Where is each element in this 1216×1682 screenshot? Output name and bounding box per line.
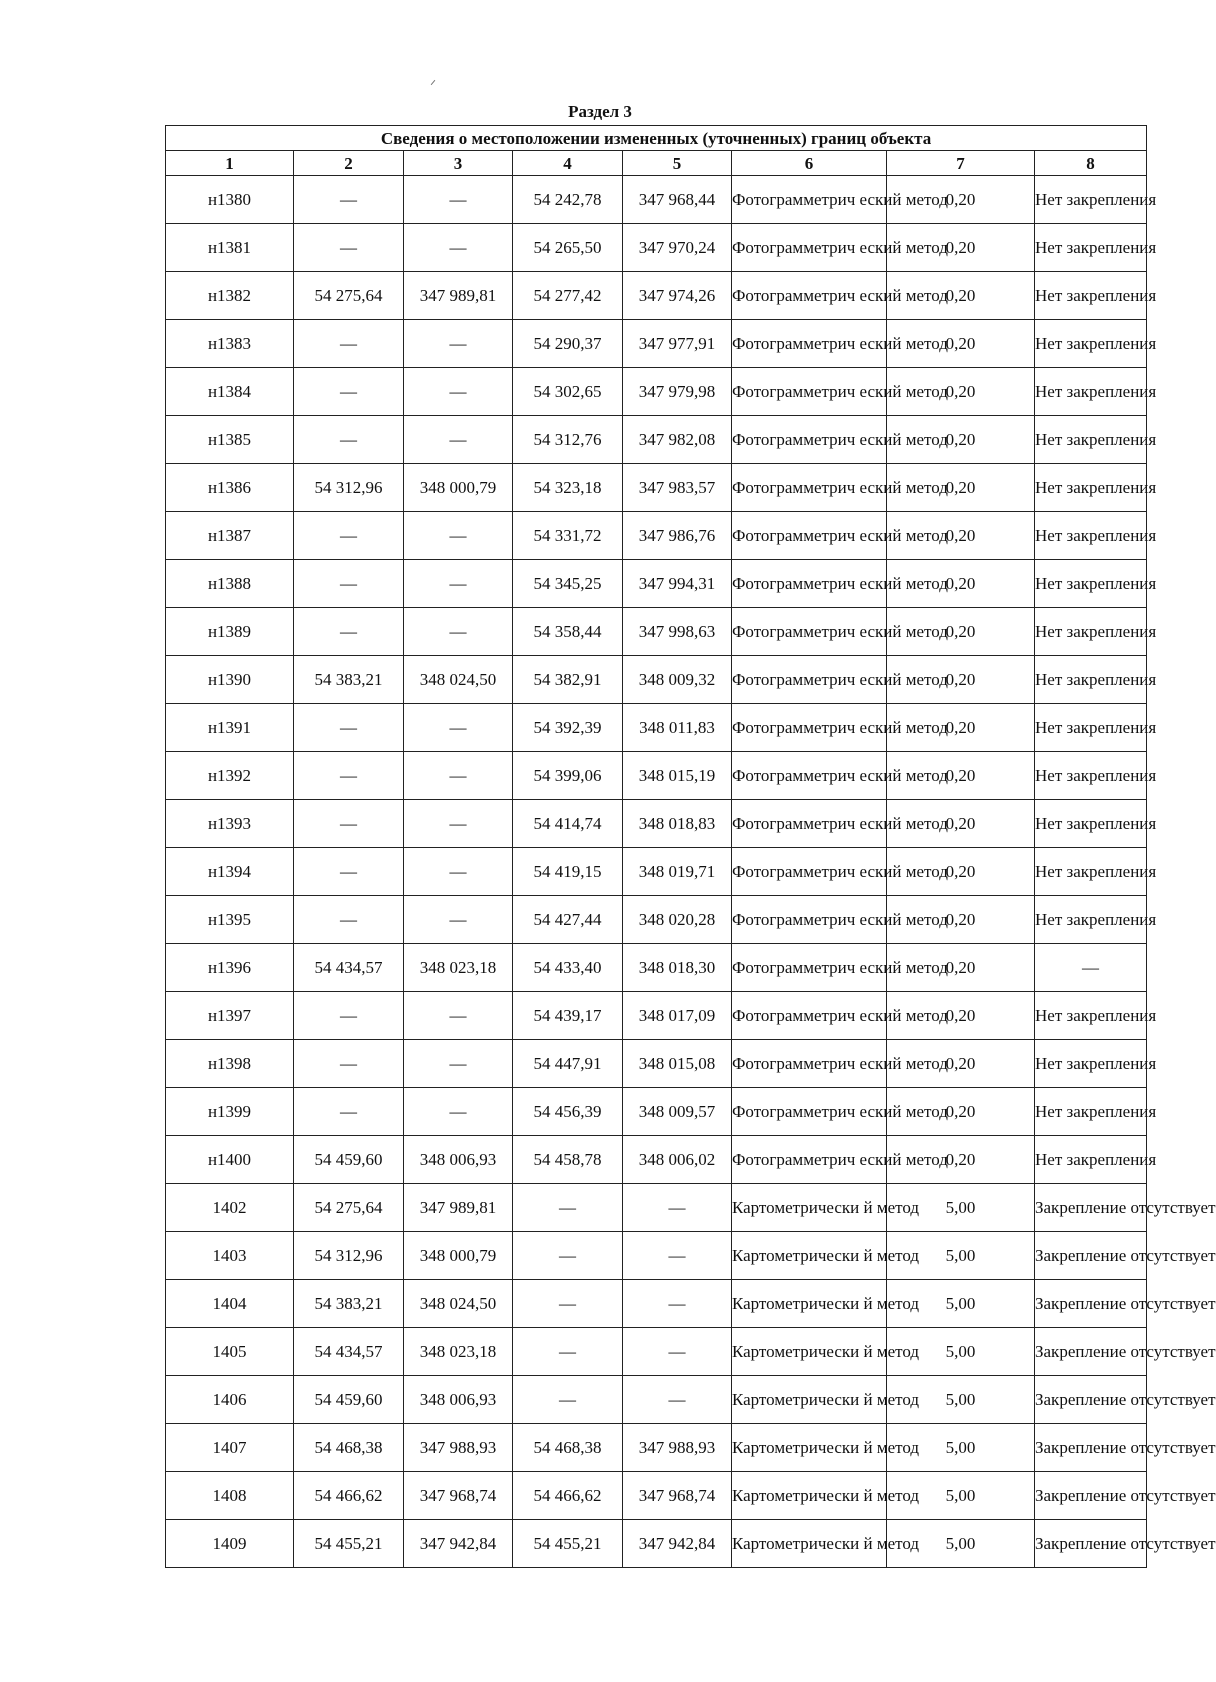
accuracy: 0,20 <box>887 368 1035 416</box>
point-number: н1390 <box>166 656 294 704</box>
new-x: 54 419,15 <box>513 848 623 896</box>
existing-x: — <box>294 800 404 848</box>
existing-x: — <box>294 368 404 416</box>
point-number: н1383 <box>166 320 294 368</box>
existing-y: 347 989,81 <box>404 272 513 320</box>
existing-y: 348 006,93 <box>404 1136 513 1184</box>
column-number: 5 <box>623 151 732 176</box>
accuracy: 5,00 <box>887 1472 1035 1520</box>
existing-y: 348 023,18 <box>404 944 513 992</box>
new-x: 54 242,78 <box>513 176 623 224</box>
table-body <box>166 126 1216 1568</box>
determination-method: Картометрически й метод <box>732 1424 887 1472</box>
existing-y: — <box>404 416 513 464</box>
column-number: 1 <box>166 151 294 176</box>
new-y: 348 020,28 <box>623 896 732 944</box>
table-row <box>166 656 1147 704</box>
column-number: 2 <box>294 151 404 176</box>
point-number: 1406 <box>166 1376 294 1424</box>
fixing-description: Нет закрепления <box>1035 848 1147 896</box>
existing-y: — <box>404 704 513 752</box>
determination-method: Картометрически й метод <box>732 1232 887 1280</box>
existing-x: 54 434,57 <box>294 1328 404 1376</box>
new-y: 347 942,84 <box>623 1520 732 1568</box>
existing-x: 54 459,60 <box>294 1136 404 1184</box>
existing-y: 348 024,50 <box>404 656 513 704</box>
new-x: 54 331,72 <box>513 512 623 560</box>
table-row <box>166 1472 1147 1520</box>
point-number: н1385 <box>166 416 294 464</box>
accuracy: 0,20 <box>887 512 1035 560</box>
new-y: 348 015,19 <box>623 752 732 800</box>
determination-method: Картометрически й метод <box>732 1280 887 1328</box>
table-row <box>166 320 1147 368</box>
accuracy: 0,20 <box>887 560 1035 608</box>
fixing-description: Закрепление отсутствует <box>1035 1424 1147 1472</box>
accuracy: 0,20 <box>887 752 1035 800</box>
point-number: 1408 <box>166 1472 294 1520</box>
determination-method: Фотограмметрич еский метод <box>732 992 887 1040</box>
new-y: 347 998,63 <box>623 608 732 656</box>
new-x: 54 458,78 <box>513 1136 623 1184</box>
table-row <box>166 1520 1147 1568</box>
existing-y: — <box>404 896 513 944</box>
table-caption: Сведения о местоположении измененных (уточненных) границ объекта <box>166 126 1147 151</box>
determination-method: Фотограмметрич еский метод <box>732 896 887 944</box>
existing-y: 348 000,79 <box>404 464 513 512</box>
table-row <box>166 1280 1147 1328</box>
accuracy: 0,20 <box>887 896 1035 944</box>
fixing-description: Нет закрепления <box>1035 224 1147 272</box>
existing-y: — <box>404 512 513 560</box>
existing-y: 348 024,50 <box>404 1280 513 1328</box>
point-number: 1402 <box>166 1184 294 1232</box>
new-y: — <box>623 1376 732 1424</box>
fixing-description: Нет закрепления <box>1035 1136 1147 1184</box>
point-number: н1399 <box>166 1088 294 1136</box>
fixing-description: Закрепление отсутствует <box>1035 1328 1147 1376</box>
existing-x: 54 459,60 <box>294 1376 404 1424</box>
table-row <box>166 1088 1147 1136</box>
existing-y: 347 942,84 <box>404 1520 513 1568</box>
existing-y: — <box>404 1088 513 1136</box>
new-y: 348 006,02 <box>623 1136 732 1184</box>
table-row <box>166 464 1147 512</box>
existing-x: 54 275,64 <box>294 1184 404 1232</box>
new-y: 347 977,91 <box>623 320 732 368</box>
determination-method: Картометрически й метод <box>732 1328 887 1376</box>
determination-method: Картометрически й метод <box>732 1376 887 1424</box>
new-y: 347 974,26 <box>623 272 732 320</box>
accuracy: 0,20 <box>887 1088 1035 1136</box>
point-number: 1409 <box>166 1520 294 1568</box>
new-x: 54 427,44 <box>513 896 623 944</box>
new-y: — <box>623 1280 732 1328</box>
point-number: н1389 <box>166 608 294 656</box>
fixing-description: Нет закрепления <box>1035 368 1147 416</box>
point-number: н1380 <box>166 176 294 224</box>
new-x: — <box>513 1232 623 1280</box>
table-row <box>166 272 1147 320</box>
existing-y: 347 988,93 <box>404 1424 513 1472</box>
existing-y: — <box>404 224 513 272</box>
column-number-row <box>166 151 1147 176</box>
table-row <box>166 608 1147 656</box>
new-x: — <box>513 1376 623 1424</box>
fixing-description: Закрепление отсутствует <box>1035 1280 1147 1328</box>
fixing-description: Нет закрепления <box>1035 416 1147 464</box>
point-number: н1382 <box>166 272 294 320</box>
table-row <box>166 368 1147 416</box>
new-x: 54 414,74 <box>513 800 623 848</box>
new-y: 347 968,44 <box>623 176 732 224</box>
existing-y: — <box>404 368 513 416</box>
new-x: — <box>513 1184 623 1232</box>
new-y: 347 986,76 <box>623 512 732 560</box>
determination-method: Фотограмметрич еский метод <box>732 1136 887 1184</box>
accuracy: 5,00 <box>887 1520 1035 1568</box>
accuracy: 0,20 <box>887 464 1035 512</box>
determination-method: Фотограмметрич еский метод <box>732 1040 887 1088</box>
new-x: 54 433,40 <box>513 944 623 992</box>
table-row <box>166 1040 1147 1088</box>
existing-y: 348 000,79 <box>404 1232 513 1280</box>
existing-x: — <box>294 416 404 464</box>
new-y: 348 019,71 <box>623 848 732 896</box>
new-y: 347 983,57 <box>623 464 732 512</box>
determination-method: Фотограмметрич еский метод <box>732 368 887 416</box>
new-y: 348 015,08 <box>623 1040 732 1088</box>
new-x: 54 456,39 <box>513 1088 623 1136</box>
column-number: 3 <box>404 151 513 176</box>
accuracy: 0,20 <box>887 224 1035 272</box>
existing-x: — <box>294 1040 404 1088</box>
table-row <box>166 1184 1147 1232</box>
accuracy: 0,20 <box>887 608 1035 656</box>
existing-x: — <box>294 848 404 896</box>
point-number: 1404 <box>166 1280 294 1328</box>
table-row <box>166 224 1147 272</box>
fixing-description: Закрепление отсутствует <box>1035 1520 1147 1568</box>
accuracy: 5,00 <box>887 1280 1035 1328</box>
new-y: — <box>623 1184 732 1232</box>
existing-y: — <box>404 608 513 656</box>
fixing-description: Нет закрепления <box>1035 992 1147 1040</box>
existing-y: 348 006,93 <box>404 1376 513 1424</box>
column-number: 4 <box>513 151 623 176</box>
existing-y: — <box>404 992 513 1040</box>
fixing-description: Нет закрепления <box>1035 1088 1147 1136</box>
accuracy: 0,20 <box>887 656 1035 704</box>
existing-x: — <box>294 992 404 1040</box>
determination-method: Фотограмметрич еский метод <box>732 320 887 368</box>
table-row <box>166 1328 1147 1376</box>
point-number: н1400 <box>166 1136 294 1184</box>
determination-method: Фотограмметрич еский метод <box>732 704 887 752</box>
existing-x: — <box>294 176 404 224</box>
new-x: 54 265,50 <box>513 224 623 272</box>
accuracy: 0,20 <box>887 992 1035 1040</box>
existing-x: — <box>294 704 404 752</box>
fixing-description: Закрепление отсутствует <box>1035 1472 1147 1520</box>
existing-x: 54 312,96 <box>294 464 404 512</box>
fixing-description: Закрепление отсутствует <box>1035 1232 1147 1280</box>
accuracy: 5,00 <box>887 1232 1035 1280</box>
new-y: 347 979,98 <box>623 368 732 416</box>
fixing-description: Нет закрепления <box>1035 176 1147 224</box>
existing-x: 54 312,96 <box>294 1232 404 1280</box>
new-y: 348 009,57 <box>623 1088 732 1136</box>
point-number: н1392 <box>166 752 294 800</box>
fixing-description: Нет закрепления <box>1035 608 1147 656</box>
existing-x: 54 466,62 <box>294 1472 404 1520</box>
table-row <box>166 1136 1147 1184</box>
accuracy: 5,00 <box>887 1424 1035 1472</box>
new-y: 347 994,31 <box>623 560 732 608</box>
existing-y: 348 023,18 <box>404 1328 513 1376</box>
fixing-description: Нет закрепления <box>1035 896 1147 944</box>
existing-x: 54 455,21 <box>294 1520 404 1568</box>
accuracy: 5,00 <box>887 1184 1035 1232</box>
new-x: 54 399,06 <box>513 752 623 800</box>
existing-x: — <box>294 896 404 944</box>
existing-y: 347 968,74 <box>404 1472 513 1520</box>
existing-y: — <box>404 800 513 848</box>
determination-method: Фотограмметрич еский метод <box>732 752 887 800</box>
existing-x: — <box>294 1088 404 1136</box>
column-number: 6 <box>732 151 887 176</box>
new-y: 348 018,83 <box>623 800 732 848</box>
existing-y: — <box>404 848 513 896</box>
new-x: 54 466,62 <box>513 1472 623 1520</box>
new-y: 348 009,32 <box>623 656 732 704</box>
new-x: 54 382,91 <box>513 656 623 704</box>
new-x: 54 312,76 <box>513 416 623 464</box>
existing-x: — <box>294 224 404 272</box>
table-row <box>166 800 1147 848</box>
existing-x: — <box>294 608 404 656</box>
table-row <box>166 752 1147 800</box>
determination-method: Фотограмметрич еский метод <box>732 944 887 992</box>
point-number: н1387 <box>166 512 294 560</box>
new-x: 54 447,91 <box>513 1040 623 1088</box>
point-number: н1396 <box>166 944 294 992</box>
new-y: 348 011,83 <box>623 704 732 752</box>
fixing-description: Нет закрепления <box>1035 512 1147 560</box>
determination-method: Фотограмметрич еский метод <box>732 848 887 896</box>
accuracy: 0,20 <box>887 800 1035 848</box>
new-x: 54 439,17 <box>513 992 623 1040</box>
accuracy: 0,20 <box>887 1136 1035 1184</box>
determination-method: Картометрически й метод <box>732 1472 887 1520</box>
determination-method: Фотограмметрич еский метод <box>732 608 887 656</box>
determination-method: Картометрически й метод <box>732 1184 887 1232</box>
table-row <box>166 896 1147 944</box>
new-y: 347 988,93 <box>623 1424 732 1472</box>
fixing-description: Нет закрепления <box>1035 464 1147 512</box>
accuracy: 5,00 <box>887 1376 1035 1424</box>
fixing-description: Нет закрепления <box>1035 272 1147 320</box>
table-row <box>166 848 1147 896</box>
table-caption-row <box>166 126 1147 151</box>
table-row <box>166 560 1147 608</box>
existing-x: — <box>294 752 404 800</box>
table-row <box>166 416 1147 464</box>
accuracy: 0,20 <box>887 320 1035 368</box>
determination-method: Картометрически й метод <box>732 1520 887 1568</box>
accuracy: 5,00 <box>887 1328 1035 1376</box>
table-row <box>166 992 1147 1040</box>
point-number: н1381 <box>166 224 294 272</box>
section-title: Раздел 3 <box>568 102 632 121</box>
determination-method: Фотограмметрич еский метод <box>732 416 887 464</box>
accuracy: 0,20 <box>887 176 1035 224</box>
determination-method: Фотограмметрич еский метод <box>732 512 887 560</box>
table-row <box>166 1376 1147 1424</box>
accuracy: 0,20 <box>887 272 1035 320</box>
table-row <box>166 1232 1147 1280</box>
point-number: 1405 <box>166 1328 294 1376</box>
new-x: 54 302,65 <box>513 368 623 416</box>
fixing-description: Нет закрепления <box>1035 704 1147 752</box>
existing-x: — <box>294 512 404 560</box>
existing-x: 54 383,21 <box>294 656 404 704</box>
point-number: н1397 <box>166 992 294 1040</box>
point-number: н1393 <box>166 800 294 848</box>
accuracy: 0,20 <box>887 416 1035 464</box>
new-x: 54 468,38 <box>513 1424 623 1472</box>
determination-method: Фотограмметрич еский метод <box>732 224 887 272</box>
accuracy: 0,20 <box>887 1040 1035 1088</box>
existing-x: 54 275,64 <box>294 272 404 320</box>
fixing-description: Нет закрепления <box>1035 1040 1147 1088</box>
existing-x: — <box>294 560 404 608</box>
new-x: 54 323,18 <box>513 464 623 512</box>
determination-method: Фотограмметрич еский метод <box>732 464 887 512</box>
existing-x: 54 434,57 <box>294 944 404 992</box>
new-y: 348 018,30 <box>623 944 732 992</box>
accuracy: 0,20 <box>887 704 1035 752</box>
new-x: 54 455,21 <box>513 1520 623 1568</box>
point-number: н1384 <box>166 368 294 416</box>
accuracy: 0,20 <box>887 848 1035 896</box>
point-number: н1395 <box>166 896 294 944</box>
fixing-description: Нет закрепления <box>1035 656 1147 704</box>
point-number: н1386 <box>166 464 294 512</box>
point-number: н1391 <box>166 704 294 752</box>
new-y: 347 982,08 <box>623 416 732 464</box>
determination-method: Фотограмметрич еский метод <box>732 560 887 608</box>
new-x: 54 345,25 <box>513 560 623 608</box>
determination-method: Фотограмметрич еский метод <box>732 176 887 224</box>
existing-x: — <box>294 320 404 368</box>
column-number: 8 <box>1035 151 1147 176</box>
fixing-description: Нет закрепления <box>1035 752 1147 800</box>
determination-method: Фотограмметрич еский метод <box>732 272 887 320</box>
new-y: — <box>623 1328 732 1376</box>
scan-speck <box>431 80 436 85</box>
fixing-description: Нет закрепления <box>1035 800 1147 848</box>
table-row <box>166 176 1147 224</box>
new-y: 347 970,24 <box>623 224 732 272</box>
determination-method: Фотограмметрич еский метод <box>732 800 887 848</box>
new-x: 54 358,44 <box>513 608 623 656</box>
existing-y: — <box>404 560 513 608</box>
accuracy: 0,20 <box>887 944 1035 992</box>
fixing-description: Нет закрепления <box>1035 560 1147 608</box>
existing-y: — <box>404 320 513 368</box>
point-number: 1403 <box>166 1232 294 1280</box>
existing-x: 54 383,21 <box>294 1280 404 1328</box>
column-number: 7 <box>887 151 1035 176</box>
existing-y: 347 989,81 <box>404 1184 513 1232</box>
fixing-description: — <box>1035 944 1147 992</box>
point-number: н1388 <box>166 560 294 608</box>
new-y: — <box>623 1232 732 1280</box>
new-x: — <box>513 1280 623 1328</box>
point-number: 1407 <box>166 1424 294 1472</box>
fixing-description: Закрепление отсутствует <box>1035 1184 1147 1232</box>
table-row <box>166 512 1147 560</box>
determination-method: Фотограмметрич еский метод <box>732 656 887 704</box>
table-row <box>166 944 1147 992</box>
table-row <box>166 1424 1147 1472</box>
new-x: 54 277,42 <box>513 272 623 320</box>
new-y: 347 968,74 <box>623 1472 732 1520</box>
new-x: 54 290,37 <box>513 320 623 368</box>
new-x: — <box>513 1328 623 1376</box>
new-x: 54 392,39 <box>513 704 623 752</box>
fixing-description: Нет закрепления <box>1035 320 1147 368</box>
existing-y: — <box>404 176 513 224</box>
boundary-points-table <box>165 125 1216 1568</box>
table-row <box>166 704 1147 752</box>
existing-y: — <box>404 752 513 800</box>
determination-method: Фотограмметрич еский метод <box>732 1088 887 1136</box>
point-number: н1398 <box>166 1040 294 1088</box>
existing-x: 54 468,38 <box>294 1424 404 1472</box>
existing-y: — <box>404 1040 513 1088</box>
new-y: 348 017,09 <box>623 992 732 1040</box>
fixing-description: Закрепление отсутствует <box>1035 1376 1147 1424</box>
point-number: н1394 <box>166 848 294 896</box>
